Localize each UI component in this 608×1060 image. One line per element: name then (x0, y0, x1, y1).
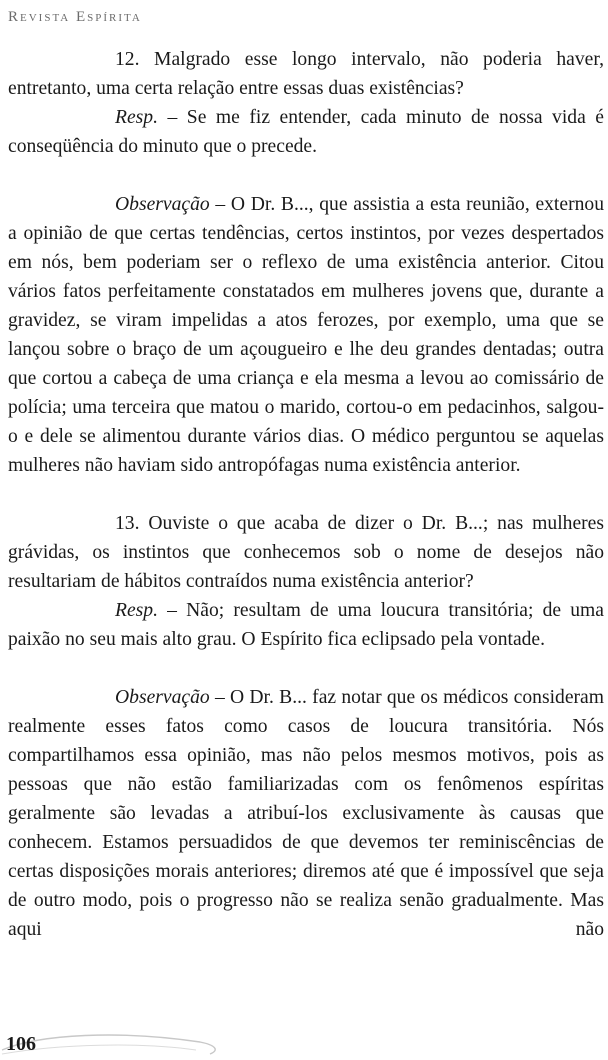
observation-1 (8, 190, 604, 480)
question-13: 13. Ouviste o que acaba de dizer o Dr. B...; nas mulheres grávidas, os instintos que conhecemos sob o nome de desejos não resultariam de hábitos contraídos numa existência anterior? (8, 513, 604, 592)
observation-label: Observação (115, 687, 210, 708)
answer-13 (8, 596, 604, 654)
page-ornament-swoosh (0, 1020, 240, 1060)
resp-label: Resp. (115, 600, 158, 621)
answer-12-text: – Se me fiz entender, cada minuto de nossa vida é conseqüência do minuto que o precede. (8, 107, 604, 157)
question-12: 12. Malgrado esse longo intervalo, não poderia haver, entretanto, uma certa relação entre essas duas existências? (8, 49, 604, 99)
answer-12 (8, 103, 604, 161)
observation-1-text: – O Dr. B..., que assistia a esta reunião, externou a opinião de que certas tendências, certos instintos, por vezes despertados em nós, bem poderiam ser o reflexo de uma existência anterior. Citou vários fatos perfeitamente constatados em mulheres jovens que, durante a gravidez, se viram impelidas a atos ferozes, por exemplo, uma que se lançou sobre o braço de um açougueiro e lhe deu grandes dentadas; outra que cortou a cabeça de uma criança e ela mesma a levou ao comissário de polícia; uma terceira que matou o marido, cortou-o em pedacinhos, salgou-o e dele se alimentou durante vários dias. O médico perguntou se aquelas mulheres não haviam sido antropófagas numa existência anterior. (8, 194, 604, 476)
observation-label: Observação (115, 194, 210, 215)
page-body (8, 45, 604, 944)
answer-13-text: – Não; resultam de uma loucura transitória; de uma paixão no seu mais alto grau. O Espírito fica eclipsado pela vontade. (8, 600, 604, 650)
running-head: Revista Espírita (8, 9, 142, 25)
observation-2 (8, 683, 604, 944)
resp-label: Resp. (115, 107, 158, 128)
observation-2-text: – O Dr. B... faz notar que os médicos consideram realmente esses fatos como casos de loucura transitória. Nós compartilhamos essa opinião, mas não pelos mesmos motivos, pois as pessoas que não estão familiarizadas com os fenômenos espíritas geralmente são levadas a atribuí-los exclusivamente às causas que conhecem. Estamos persuadidos de que devemos ter reminiscências de certas disposições morais anteriores; diremos até que é impossível que seja de outro modo, pois o progresso não se realiza senão gradualmente. Mas aqui não (8, 687, 604, 940)
page-number: 106 (6, 1033, 36, 1055)
